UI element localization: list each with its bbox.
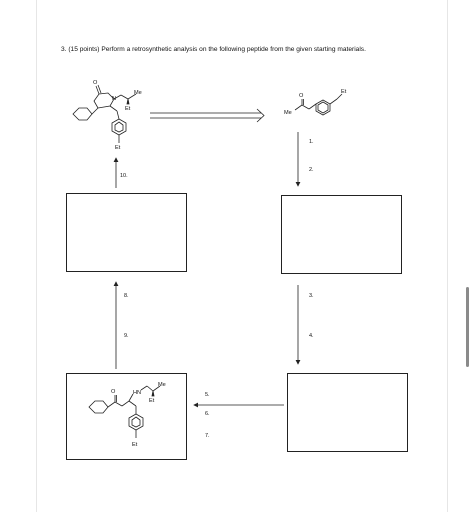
target-methyl-label: Me [134,90,142,96]
target-ethyl-chain-label: Et [125,106,131,112]
target-benzene-ring [112,119,126,135]
step-2-label: 2. [309,167,314,173]
retrosynthesis-arrow [150,109,264,122]
target-cyclohexane-ring [73,108,92,120]
step-10-label: 10. [120,173,128,179]
step-6-label: 6. [205,411,210,417]
target-ethyl-ring-label: Et [115,145,121,151]
starting-material-oxygen-label: O [299,93,304,99]
step-1-label: 1. [309,139,314,145]
starting-material-methyl-label: Me [284,110,292,116]
target-molecule [73,85,136,143]
intermediate-molecule [89,386,160,438]
step-4-label: 4. [309,333,314,339]
intermediate-oxygen-label: O [111,389,116,395]
step-9-label: 9. [124,333,129,339]
intermediate-amine-label: HN [133,390,142,396]
step-7-label: 7. [205,433,210,439]
intermediate-methyl-label: Me [158,382,166,388]
intermediate-ethyl-chain-label: Et [149,398,155,404]
step-3-label: 3. [309,293,314,299]
question-prompt: 3. (15 points) Perform a retrosynthetic analysis on the following peptide from the given starting materials. [61,46,366,53]
intermediate-cyclohexane-ring [89,401,108,413]
intermediate-ethyl-ring-label: Et [132,442,138,448]
starting-material-ethyl-label: Et [341,89,347,95]
step-5-label: 5. [205,392,210,398]
intermediate-benzene-ring [129,414,143,430]
target-nitrogen-label: N [112,96,117,102]
target-piperidinone-ring [94,93,117,108]
target-oxygen-label: O [93,80,98,86]
step-8-label: 8. [124,293,129,299]
